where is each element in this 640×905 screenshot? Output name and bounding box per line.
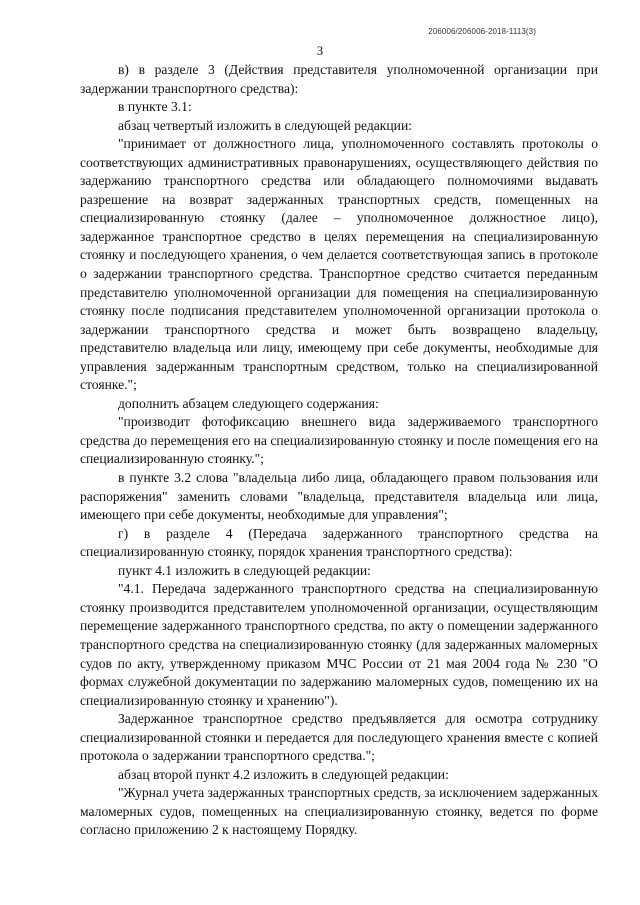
page-number: 3 xyxy=(316,44,324,58)
paragraph: "принимает от должностного лица, уполномоченного составлять протоколы о соответствующих административных правонарушениях, осуществляющего действия по задержанию транспортного средства или обладающего полномочиями выдавать разрешение на возврат задержанных транспортных средств, помещенных на специализированную стоянку (далее – уполномоченное должностное лицо), задержанное транспортное средство в целях перемещения на специализированную стоянку и последующего хранения, о чем делается соответствующая запись в протоколе о задержании транспортного средства. Транспортное средство считается переданным представителю уполномоченной организации для помещения на специализированную стоянку после подписания представителем уполномоченной организации протокола о задержании транспортного средства и может быть возвращено владельцу, представителю владельца или лицу, имеющему при себе документы, необходимые для управления задержанным транспортным средством, только на специализированной стоянке."; xyxy=(80,136,598,393)
paragraph: в пункте 3.1: xyxy=(118,99,192,115)
paragraph: дополнить абзацем следующего содержания: xyxy=(118,395,379,411)
paragraph: г) в разделе 4 (Передача задержанного транспортного средства на специализированную стоянку, порядок хранения транспортного средства): xyxy=(80,525,598,560)
paragraph: "Журнал учета задержанных транспортных средств, за исключением задержанных маломерных судов, помещенных на специализированную стоянку, ведется по форме согласно приложению 2 к настоящему Порядку. xyxy=(80,785,598,838)
paragraph: "производит фотофиксацию внешнего вида задерживаемого транспортного средства до перемещения его на специализированную стоянку и после помещения его на специализированную стоянку."; xyxy=(80,414,598,467)
document-body xyxy=(80,61,598,840)
paragraph: абзац четвертый изложить в следующей редакции: xyxy=(118,117,413,133)
paragraph: Задержанное транспортное средство предъявляется для осмотра сотруднику специализированной стоянки и передается для последующего хранения вместе с копией протокола о задержании транспортного средства."; xyxy=(80,711,598,764)
paragraph: в пункте 3.2 слова "владельца либо лица, обладающего правом пользования или распоряжения" заменить словами "владельца, представителя владельца или лица, имеющего при себе документы, необходимые для управления"; xyxy=(80,470,598,523)
paragraph: абзац второй пункт 4.2 изложить в следующей редакции: xyxy=(118,766,449,782)
paragraph: пункт 4.1 изложить в следующей редакции: xyxy=(118,562,371,578)
document-id: 206006/206006-2018-1113(3) xyxy=(428,27,536,36)
paragraph: "4.1. Передача задержанного транспортного средства на специализированную стоянку производится представителем уполномоченной организации, осуществляющим перемещение задержанного транспортного средства, по акту о помещении задержанного транспортного средства на специализированную стоянку (для задержанных маломерных судов по акту, утвержденному приказом МЧС России от 21 мая 2004 года № 230 "О формах служебной документации по задержанию маломерных судов, помещению их на специализированную стоянку и хранению"). xyxy=(80,581,598,708)
paragraph: в) в разделе 3 (Действия представителя уполномоченной организации при задержании транспортного средства): xyxy=(80,62,598,96)
